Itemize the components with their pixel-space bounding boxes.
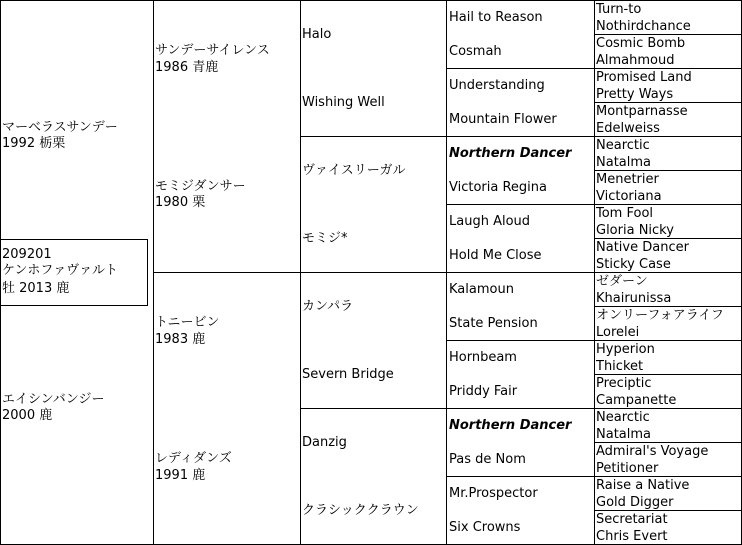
gen5-horse: Preciptic xyxy=(596,376,652,391)
gen3-horse: クラシッククラウン xyxy=(302,503,419,518)
row-divider-e5 xyxy=(446,340,742,341)
gen4-horse: Victoria Regina xyxy=(449,180,547,195)
gen4-horse: Pas de Nom xyxy=(449,452,526,467)
gen5-horse: Admiral's Voyage xyxy=(596,444,709,459)
row-divider-e3 xyxy=(446,204,742,205)
gen5-horse: Nearctic xyxy=(596,138,650,153)
gen5-horse: Sticky Case xyxy=(596,257,671,272)
dam-sire-name: トニービン xyxy=(155,315,220,330)
gen5-horse: オンリーフォアライフ xyxy=(596,308,724,323)
gen5-horse: Gloria Nicky xyxy=(596,223,674,238)
sire-info: 1992 栃栗 xyxy=(2,136,66,151)
gen3-horse: Danzig xyxy=(302,435,347,450)
gen5-horse: Petitioner xyxy=(596,461,659,476)
gen5-horse: Menetrier xyxy=(596,172,659,187)
dam-info: 2000 鹿 xyxy=(2,408,53,423)
gen3-horse: ヴァイスリーガル xyxy=(302,163,406,178)
gen5-horse: Thicket xyxy=(596,359,644,374)
gen5-horse: Khairunissa xyxy=(596,291,672,306)
gen5-horse: Raise a Native xyxy=(596,478,690,493)
gen5-horse: Tom Fool xyxy=(596,206,654,221)
gen5-horse: Promised Land xyxy=(596,70,692,85)
dam-sire-info: 1983 鹿 xyxy=(155,332,206,347)
gen4-horse: State Pension xyxy=(449,316,538,331)
gen4-horse: Kalamoun xyxy=(449,282,514,297)
gen5-horse: Almahmoud xyxy=(596,53,675,68)
row-divider-e7 xyxy=(446,476,742,477)
subject-id: 209201 xyxy=(2,247,52,262)
gen3-horse: Halo xyxy=(302,27,332,42)
gen4-horse-highlighted: Northern Dancer xyxy=(449,418,572,433)
dam-name: エイシンバンジー xyxy=(2,392,105,407)
gen5-horse: Chris Evert xyxy=(596,529,668,544)
sire-sire-name: サンデーサイレンス xyxy=(155,43,270,58)
gen5-horse: Campanette xyxy=(596,393,677,408)
subject-info: 牡 2013 鹿 xyxy=(2,281,70,296)
gen3-horse: モミジ* xyxy=(302,231,348,246)
dam-dam-info: 1991 鹿 xyxy=(155,468,206,483)
gen3-horse: Severn Bridge xyxy=(302,367,394,382)
gen3-horse: カンパラ xyxy=(302,299,354,314)
gen4-horse: Hail to Reason xyxy=(449,10,543,25)
gen3-horse: Wishing Well xyxy=(302,95,385,110)
row-divider-q1 xyxy=(300,136,742,137)
gen5-horse: Gold Digger xyxy=(596,495,674,510)
top-border xyxy=(0,0,742,1)
gen5-horse: Pretty Ways xyxy=(596,87,674,102)
gen5-horse: Edelweiss xyxy=(596,121,660,136)
gen5-horse: Nothirdchance xyxy=(596,19,691,34)
gen4-horse: Hold Me Close xyxy=(449,248,542,263)
dam-dam-name: レディダンズ xyxy=(155,451,232,466)
gen4-horse-highlighted: Northern Dancer xyxy=(449,146,572,161)
subject-name: ケンホファヴァルト xyxy=(2,263,118,278)
gen4-horse: Six Crowns xyxy=(449,520,521,535)
gen5-horse: Lorelei xyxy=(596,325,640,340)
gen4-horse: Mr.Prospector xyxy=(449,486,538,501)
gen5-horse: Victoriana xyxy=(596,189,662,204)
gen4-horse: Laugh Aloud xyxy=(449,214,531,229)
gen5-horse: Natalma xyxy=(596,155,651,170)
gen5-horse: Nearctic xyxy=(596,410,650,425)
gen4-horse: Hornbeam xyxy=(449,350,517,365)
gen5-horse: Hyperion xyxy=(596,342,655,357)
gen5-horse: Montparnasse xyxy=(596,104,688,119)
gen4-horse: Cosmah xyxy=(449,44,502,59)
gen4-horse: Priddy Fair xyxy=(449,384,518,399)
gen4-horse: Understanding xyxy=(449,78,545,93)
sire-sire-info: 1986 青鹿 xyxy=(155,60,219,75)
gen5-horse: ゼダーン xyxy=(596,274,648,289)
sire-dam-info: 1980 栗 xyxy=(155,195,206,210)
sire-dam-name: モミジダンサー xyxy=(155,179,246,194)
gen5-horse: Secretariat xyxy=(596,512,668,527)
gen4-horse: Mountain Flower xyxy=(449,112,557,127)
gen5-horse: Native Dancer xyxy=(596,240,689,255)
gen5-horse: Cosmic Bomb xyxy=(596,36,686,51)
gen5-horse: Turn-to xyxy=(596,2,642,17)
gen5-horse: Natalma xyxy=(596,427,651,442)
row-divider-e1 xyxy=(446,68,742,69)
sire-name: マーベラスサンデー xyxy=(2,120,118,135)
